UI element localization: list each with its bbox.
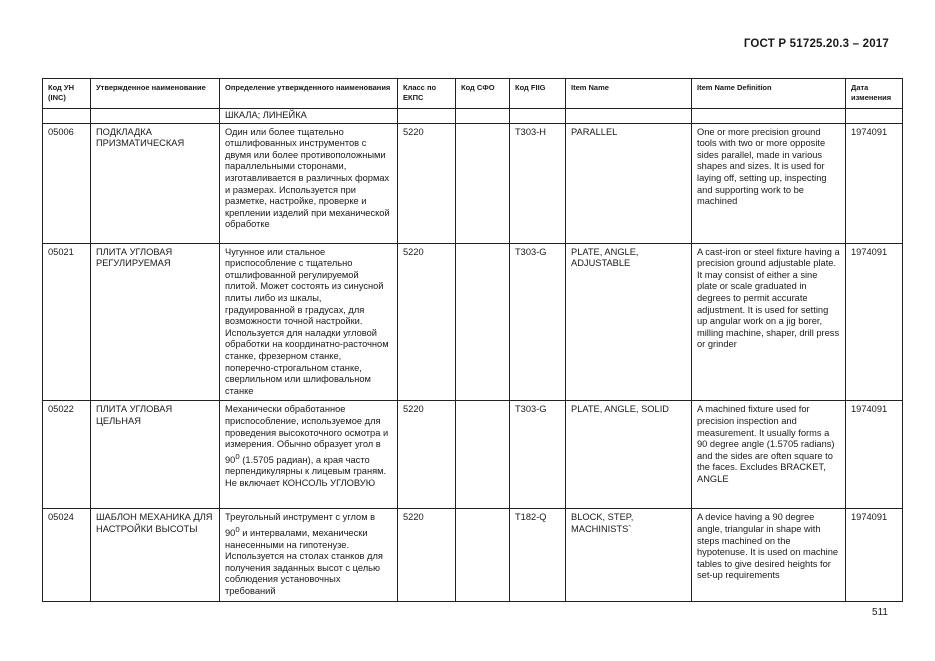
definition-cell bbox=[220, 509, 398, 601]
fiig-cell: T303-G bbox=[510, 243, 566, 401]
column-header-date: Дата изменения bbox=[846, 79, 903, 109]
definition-cell: Один или более тщательно отшлифованных инструментов с двумя или более противоположными параллельными сторонами, изготавливается в различных формах и размерах. Используется при разметке, настройке, проверке и креплении изделий при механической обработке bbox=[220, 123, 398, 243]
definition-text-part: (1.5705 радиан), а края часто перпендикулярны к лицевым граням. Не включает КОНСОЛЬ УГЛОВУЮ bbox=[225, 454, 387, 488]
date-cell: 1974091 bbox=[846, 401, 903, 509]
column-header-item-name: Item Name bbox=[566, 79, 692, 109]
sfo-cell bbox=[456, 509, 510, 601]
name-cell: ПЛИТА УГЛОВАЯ РЕГУЛИРУЕМАЯ bbox=[91, 243, 220, 401]
table-row bbox=[43, 401, 903, 509]
degree-superscript: 0 bbox=[235, 524, 240, 534]
table-header-row bbox=[43, 79, 903, 109]
inc-cell: 05006 bbox=[43, 123, 91, 243]
table-row bbox=[43, 509, 903, 601]
fiig-cell: T182-Q bbox=[510, 509, 566, 601]
column-header-name: Утвержденное наименование bbox=[91, 79, 220, 109]
ekps-cell: 5220 bbox=[398, 509, 456, 601]
sfo-cell bbox=[456, 401, 510, 509]
page-number: 511 bbox=[872, 607, 888, 618]
column-header-definition: Определение утвержденного наименования bbox=[220, 79, 398, 109]
item-definition-cell: A machined fixture used for precision inspection and measurement. It usually forms a 90 degree angle (1.5705 radians) and the sides are often square to the faces. Excludes BRACKET, ANGLE bbox=[692, 401, 846, 509]
item-name-cell: PLATE, ANGLE, ADJUSTABLE bbox=[566, 243, 692, 401]
name-cell: ПЛИТА УГЛОВАЯ ЦЕЛЬНАЯ bbox=[91, 401, 220, 509]
column-header-ekps: Класс по ЕКПС bbox=[398, 79, 456, 109]
date-cell: 1974091 bbox=[846, 123, 903, 243]
inc-cell: 05024 bbox=[43, 509, 91, 601]
continuation-row bbox=[43, 109, 903, 124]
definition-cell bbox=[220, 401, 398, 509]
fiig-cell: T303-G bbox=[510, 401, 566, 509]
item-name-cell: PARALLEL bbox=[566, 123, 692, 243]
document-header: ГОСТ Р 51725.20.3 – 2017 bbox=[743, 38, 889, 50]
date-cell: 1974091 bbox=[846, 509, 903, 601]
definition-cell: Чугунное или стальное приспособление с тщательно отшлифованной регулируемой плитой. Может состоять из синусной плиты либо из шкалы, градуированной в градусах, для возможности точной настройки. Используется для наладки угловой обработки на координатно-расточном станке, фрезерном станке, поперечно-строгальном станке, сверлильном или шлифовальном станке bbox=[220, 243, 398, 401]
definition-text-part: и интервалами, механически нанесенными на гипотенузе. Используется на столах станков для получения заданных высот с целью соблюдения установочных требований bbox=[225, 528, 383, 596]
definition-text-part: Треугольный инструмент с углом в 90 bbox=[225, 512, 376, 538]
sfo-cell bbox=[456, 243, 510, 401]
name-cell: ПОДКЛАДКА ПРИЗМАТИЧЕСКАЯ bbox=[91, 123, 220, 243]
definition-text-part: Механически обработанное приспособление, используемое для проведения высокоточного осмотра и измерения. Обычно образует угол в 90 bbox=[225, 404, 389, 465]
continuation-definition-cell: ШКАЛА; ЛИНЕЙКА bbox=[220, 109, 398, 124]
inc-cell: 05021 bbox=[43, 243, 91, 401]
fiig-cell: T303-H bbox=[510, 123, 566, 243]
item-name-cell: PLATE, ANGLE, SOLID bbox=[566, 401, 692, 509]
degree-superscript: 0 bbox=[235, 451, 240, 461]
ekps-cell: 5220 bbox=[398, 243, 456, 401]
column-header-fiig: Код FIIG bbox=[510, 79, 566, 109]
column-header-item-definition: Item Name Definition bbox=[692, 79, 846, 109]
ekps-cell: 5220 bbox=[398, 123, 456, 243]
item-definition-cell: A device having a 90 degree angle, triangular in shape with steps machined on the hypotenuse. It is used on machine tables to give desired heights for set-up requirements bbox=[692, 509, 846, 601]
inc-cell: 05022 bbox=[43, 401, 91, 509]
table-row bbox=[43, 123, 903, 243]
column-header-sfo: Код СФО bbox=[456, 79, 510, 109]
table-row bbox=[43, 243, 903, 401]
item-definition-cell: One or more precision ground tools with two or more opposite sides parallel, made in various shapes and sizes. It is used for laying off, setting up, inspecting and supporting work to be machined bbox=[692, 123, 846, 243]
item-name-cell: BLOCK, STEP, MACHINISTS` bbox=[566, 509, 692, 601]
name-cell: ШАБЛОН МЕХАНИКА ДЛЯ НАСТРОЙКИ ВЫСОТЫ bbox=[91, 509, 220, 601]
item-definition-cell: A cast-iron or steel fixture having a precision ground adjustable plate. It may consist of either a sine plate or scale graduated in degrees to permit accurate adjustment. It is used for setting up angular work on a jig borer, milling machine, shaper, drill press or grinder bbox=[692, 243, 846, 401]
sfo-cell bbox=[456, 123, 510, 243]
ekps-cell: 5220 bbox=[398, 401, 456, 509]
column-header-inc: Код УН (INC) bbox=[43, 79, 91, 109]
item-name-table bbox=[42, 78, 903, 602]
date-cell: 1974091 bbox=[846, 243, 903, 401]
